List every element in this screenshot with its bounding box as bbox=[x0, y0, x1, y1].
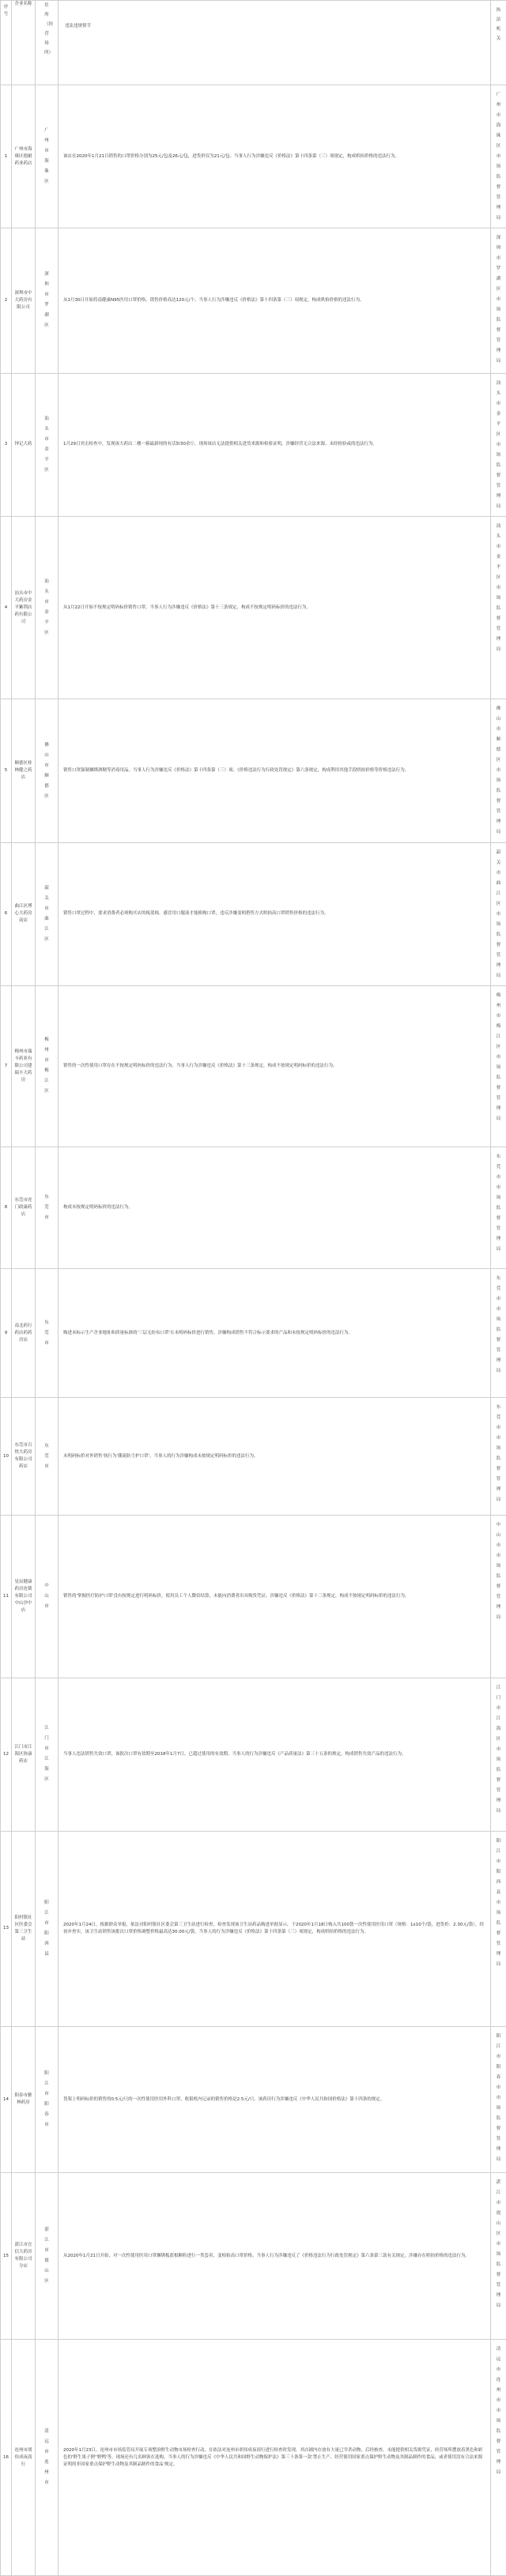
row-company-name: 顺德区桂林健之药店 bbox=[12, 699, 36, 842]
row-company-name: 曲江区博心大药房南店 bbox=[12, 842, 36, 985]
header-description: 违法违规情节 bbox=[59, 1, 491, 85]
row-violation-description: 销售的'掌握医疗防护口罩'没有按规定进行明码标价，使用员工个人微信结算，未能向消费者出具购货凭证。涉嫌违反《价格法》第十三条规定，构成不按规定明码标价的违法行为。 bbox=[59, 1516, 491, 1678]
table-row bbox=[1, 2340, 506, 2576]
row-address: 梅州市梅江区 bbox=[36, 985, 59, 1147]
row-address: 东莞市 bbox=[36, 1397, 59, 1515]
row-violation-description: 销售口罩过程中，要求消费者必须购买店的板蓝根、感冒用口服液才能换购口罩，违反涉嫌变相搭售方式哄抬高口罩销售价格的违法行为。 bbox=[59, 842, 491, 985]
table-row bbox=[1, 985, 506, 1147]
table-row bbox=[1, 699, 506, 842]
table-row bbox=[1, 2026, 506, 2172]
row-company-name: 星辰健康药房连锁有限公司中山沙中店 bbox=[12, 1516, 36, 1678]
row-authority: 佛山市顺德区市场监督管理局 bbox=[491, 699, 506, 842]
table-row bbox=[1, 516, 506, 699]
row-authority: 东莞市市场监督管理局 bbox=[491, 1269, 506, 1398]
header-no: 序号 bbox=[1, 1, 12, 85]
row-authority: 广州市海珠区市场监督管理局 bbox=[491, 85, 506, 228]
table-row bbox=[1, 1269, 506, 1398]
row-no: 2 bbox=[1, 228, 12, 373]
row-address: 汕头市金平区 bbox=[36, 516, 59, 699]
row-authority: 中山市市场监督管理局 bbox=[491, 1516, 506, 1678]
header-name: 企业名称 bbox=[12, 1, 36, 85]
violations-table-body bbox=[1, 1, 506, 2576]
row-address: 中山市 bbox=[36, 1516, 59, 1678]
row-company-name: 汕头市中大药房金平紫荆店药有限公司 bbox=[12, 516, 36, 699]
row-address: 江门市江海区 bbox=[36, 1678, 59, 1832]
row-company-name: 东莞市百姓大药房有限公司药店 bbox=[12, 1397, 36, 1515]
row-address: 汕头市金平区 bbox=[36, 373, 59, 516]
row-company-name: 湛江市宜信大药房有限公司分店 bbox=[12, 2173, 36, 2340]
row-violation-description: 构成未按规定明码标价的违法行为。 bbox=[59, 1147, 491, 1268]
row-company-name: 阳春市雅林药房 bbox=[12, 2026, 36, 2172]
row-no: 11 bbox=[1, 1516, 12, 1678]
row-company-name: 广州市海珠区德耐药业药店 bbox=[12, 85, 36, 228]
row-no: 10 bbox=[1, 1397, 12, 1515]
table-row bbox=[1, 1516, 506, 1678]
row-no: 14 bbox=[1, 2026, 12, 2172]
row-no: 4 bbox=[1, 516, 12, 699]
table-row bbox=[1, 228, 506, 373]
row-address: 阳江市阳西县 bbox=[36, 1831, 59, 2026]
row-address: 东莞市 bbox=[36, 1269, 59, 1398]
table-row bbox=[1, 1147, 506, 1268]
row-authority: 汕头市金平区市场监督管理局 bbox=[491, 516, 506, 699]
row-no: 7 bbox=[1, 985, 12, 1147]
header-authority: 执法机关 bbox=[491, 1, 506, 85]
row-violation-description: 购进未标示生产企业地址和质量标准的'三层无纺布口罩'且未明码标价进行销售，涉嫌构成销售不符合标示要求的产品和未按规定明码标价的违法行为。 bbox=[59, 1269, 491, 1398]
header-address: 住所（经营场所） bbox=[36, 1, 59, 85]
row-authority: 阳江市阳春市市场监督管理局 bbox=[491, 2026, 506, 2172]
row-company-name: 江门市江海区协康药店 bbox=[12, 1678, 36, 1832]
row-violation-description: 1月29日突击检查中，发现该大药店二楼一箱最新纯的有活如30余斤，现场该店无法提供相关进货来源和检验证明，涉嫌经营无合法来源、未经检验或的违法行为。 bbox=[59, 373, 491, 516]
row-violation-description: 当事人违法销售失效口罩，该批次口罩有效期至2018年1月7日，已超过使用的有效期。当事人的行为涉嫌违反《产品质量法》第三十五条的规定，构成销售失效产品的违法行为。 bbox=[59, 1678, 491, 1832]
row-no: 16 bbox=[1, 2340, 12, 2576]
row-no: 1 bbox=[1, 85, 12, 228]
row-authority: 深圳市罗湖区市场监督管理局 bbox=[491, 228, 506, 373]
row-violation-description: 销售口罩强制捆绑酒精等消毒用品。当事人行为涉嫌违反《价格法》第十四条第（三）项、《价格违法行为行政处罚规定》第六条规定，构成利用其他手段哄抬价格等价格违法行为。 bbox=[59, 699, 491, 842]
row-authority: 韶关市曲江区市场监督管理局 bbox=[491, 842, 506, 985]
row-authority: 梅州市梅江区市场监督管理局 bbox=[491, 985, 506, 1147]
row-violation-description: 从1月22日开始不按规定明码标价销售口罩。当事人行为涉嫌违反《价格法》第十三条规定，构成不按规定明码标价的违法行为。 bbox=[59, 516, 491, 699]
row-address: 广州市海珠区 bbox=[36, 85, 59, 228]
row-violation-description: 未明码标价对外销售'执行为'潮流防尘护口罩'。当事人的行为涉嫌构成未按规定明码标价的违法行为。 bbox=[59, 1397, 491, 1515]
table-row bbox=[1, 2173, 506, 2340]
row-authority: 东莞市市场监督管理局 bbox=[491, 1397, 506, 1515]
row-no: 9 bbox=[1, 1269, 12, 1398]
row-no: 5 bbox=[1, 699, 12, 842]
row-violation-description: 从2020年1月21日开始，对一次性使用医用口罩捆绑板蓝根颗粒进行一类套卖，变相抬高口罩价格。当事人行为涉嫌违反了《价格违法行为行政处罚规定》第六条第三款有关规定，涉嫌存在哄抬价格的违法行为。 bbox=[59, 2173, 491, 2340]
row-company-name: 连州市胡伟成夜商行 bbox=[12, 2340, 36, 2576]
table-row bbox=[1, 842, 506, 985]
table-row bbox=[1, 1397, 506, 1515]
row-address: 深圳市罗湖区 bbox=[36, 228, 59, 373]
row-company-name: 深圳市中大药房有限公司 bbox=[12, 228, 36, 373]
row-authority: 汕头市金平区市场监督管理局 bbox=[491, 373, 506, 516]
row-company-name: 钟记大药 bbox=[12, 373, 36, 516]
row-address: 湛江市霞山区 bbox=[36, 2173, 59, 2340]
row-company-name: 阳村镇社区医委会第三卫生站 bbox=[12, 1831, 36, 2026]
row-violation-description: 货架上明码标价的销售的0.5元/只的一次性使用医用外科口罩，收银机内记录的销售价格是2.5元/只。该药房行为涉嫌违反《中华人民共和国价格法》第十四条的规定。 bbox=[59, 2026, 491, 2172]
row-violation-description: 该店在2020年1月21日销售的口罩价格分别为25元/包及26元/包，进货价仅为21元/包。当事人行为涉嫌违反《价格法》第十四条第（三）项规定，构成哄抬价格的违法行为。 bbox=[59, 85, 491, 228]
row-authority: 东莞市市场监督管理局 bbox=[491, 1147, 506, 1268]
row-authority: 湛江市霞山区市场监督管理局 bbox=[491, 2173, 506, 2340]
row-no: 13 bbox=[1, 1831, 12, 2026]
row-address: 阳江市阳春市 bbox=[36, 2026, 59, 2172]
row-address: 东莞市 bbox=[36, 1147, 59, 1268]
row-no: 6 bbox=[1, 842, 12, 985]
row-no: 3 bbox=[1, 373, 12, 516]
row-company-name: 南北药行药店药药房店 bbox=[12, 1269, 36, 1398]
row-no: 15 bbox=[1, 2173, 12, 2340]
row-authority: 江门市江海区市场监督管理局 bbox=[491, 1678, 506, 1832]
row-company-name: 梅州市瑞丰药业有限公司建瑞丰大药房 bbox=[12, 985, 36, 1147]
table-row bbox=[1, 85, 506, 228]
table-header-row bbox=[1, 1, 506, 85]
table-row bbox=[1, 1678, 506, 1832]
row-company-name: 东莞市虎门政康药店 bbox=[12, 1147, 36, 1268]
row-no: 12 bbox=[1, 1678, 12, 1832]
row-no: 8 bbox=[1, 1147, 12, 1268]
row-address: 佛山市顺德区 bbox=[36, 699, 59, 842]
row-violation-description: 2020年1月23日，连州市市场监管局开展专项整治野生动物市场检查行动，在依法对连州市胡伟成夜商行进行检查时发现，其店铺内存放有大量已宰杀动物，后经核查，未能提供相关货源凭证，经营场所摆放着黑色和彩色的'野生果子狸''野鸭'等，现场还有几名顾客在选购。当事人的行为涉嫌违反《中华人民共和国野生动物保护法》第三十条第一款'禁止生产、经营使用国家重点保护野生动物及其制品制作的食品，或者使用没有合法来源证明的非国家重点保护野生动物及其制品制作的食品'规定。 bbox=[59, 2340, 491, 2576]
row-violation-description: 2020年1月24日，根据群众举报，依法对阳村镇社区委会第三卫生站进行检查，检查发现该卫生站药品购进单据显示，于2020年1月18日购入共100袋一次性使用医用口罩（规格：1x10个/袋，进货价：2.30元/袋），经初步查实，该卫生站销售该批次口罩价格调整价格最高达30.00元/袋，当事人的行为涉嫌违反《价格法》第十四条第（三）项规定，构成哄抬价格的违法行为。 bbox=[59, 1831, 491, 2026]
row-violation-description: 销售的一次性使用口罩存在不按规定明码标价的违法行为。当事人行为涉嫌违反《价格法》第十三条规定，构成不按规定明码标价的违法行为。 bbox=[59, 985, 491, 1147]
row-address: 韶关市曲江区 bbox=[36, 842, 59, 985]
table-row bbox=[1, 1831, 506, 2026]
row-authority: 清远市连州市市场监督管理局 bbox=[491, 2340, 506, 2576]
table-row bbox=[1, 373, 506, 516]
row-address: 清远市连州市 bbox=[36, 2340, 59, 2576]
row-violation-description: 从1月30日开始将南健康N95医用口罩价格，销售价格高达120元/个。当事人行为涉嫌违反《价格法》第十四条第（三）项规定，构成哄抬价格的违法行为。 bbox=[59, 228, 491, 373]
row-authority: 阳江市阳西县市场监督管理局 bbox=[491, 1831, 506, 2026]
